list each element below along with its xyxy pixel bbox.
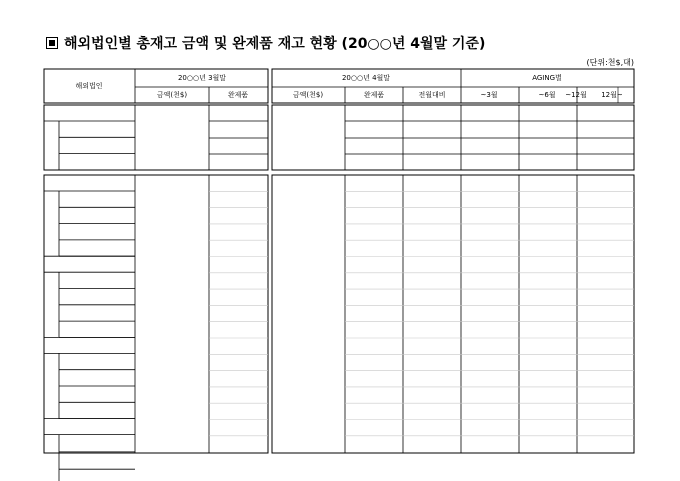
unit-note: (단위:천$,대) <box>586 58 634 67</box>
march-col-amount: 금액(천$) <box>156 91 188 99</box>
march-col-finished: 완제품 <box>227 91 249 99</box>
corp-header: 해외법인 <box>75 82 103 90</box>
table-frame <box>272 175 634 453</box>
april-col-amount: 금액(천$) <box>292 91 324 99</box>
table-grid <box>44 69 634 481</box>
aging-col-12plus: 12월~ <box>601 91 623 99</box>
april-col-finished: 완제품 <box>363 91 385 99</box>
april-col-mom: 전월대비 <box>418 91 446 99</box>
title-text: 해외법인별 총재고 금액 및 완제품 재고 현황 (20○○년 4월말 기준) <box>64 36 486 52</box>
aging-col-12: ~12월 <box>565 91 587 99</box>
group-april: 20○○년 4월말 <box>341 74 391 82</box>
group-aging: AGING별 <box>532 74 562 82</box>
table-header <box>75 73 622 99</box>
aging-col-3: ~3월 <box>480 91 498 99</box>
aging-col-6: ~6월 <box>538 91 556 99</box>
group-march: 20○○년 3월말 <box>177 74 227 82</box>
table-frame <box>44 175 268 453</box>
table-frame <box>272 105 634 170</box>
